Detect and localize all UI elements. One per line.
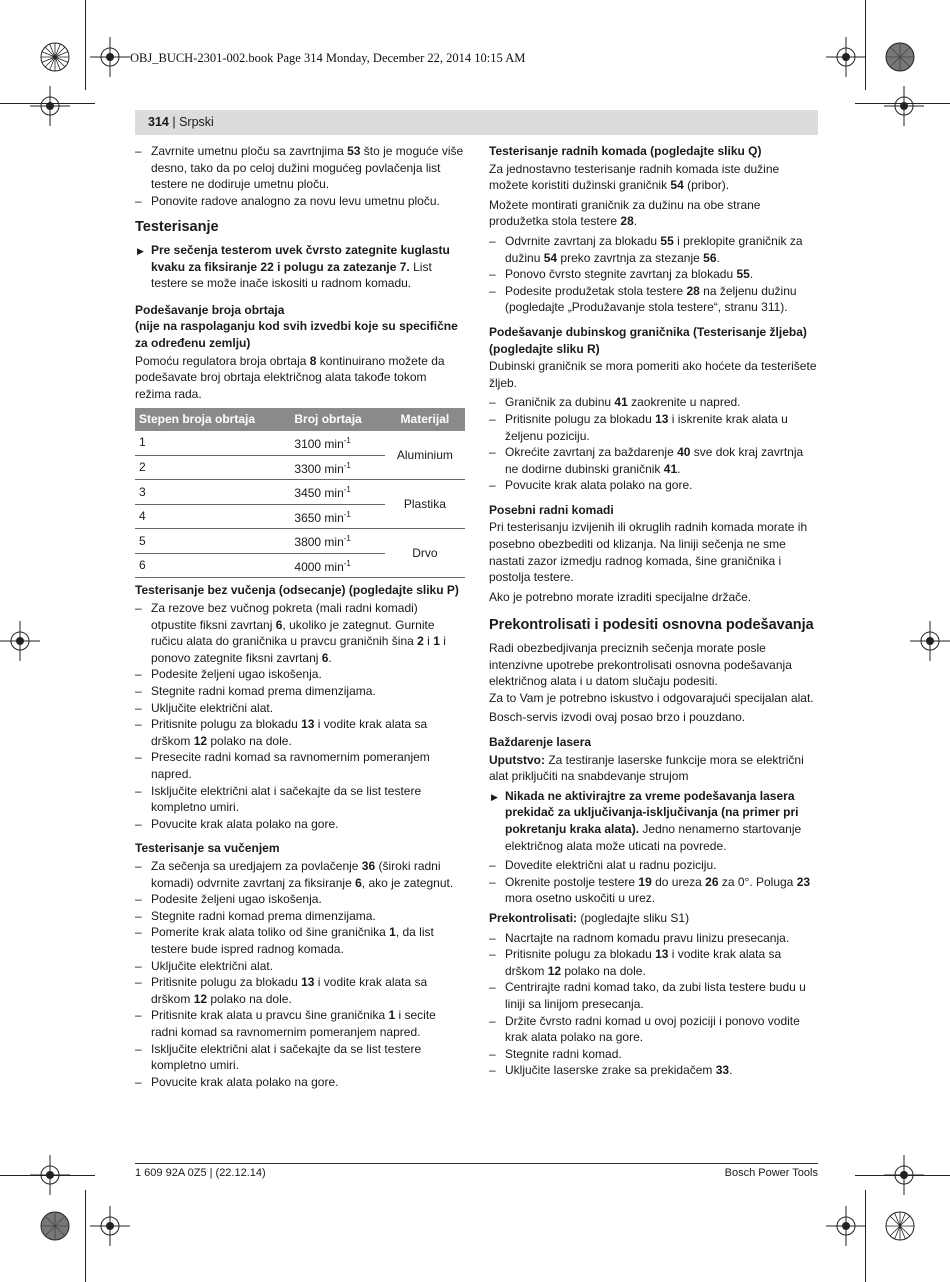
depth-stop-list (489, 394, 819, 494)
table-row (135, 480, 465, 505)
crosshair-mark-icon (30, 86, 70, 126)
special-text-1: Pri testerisanju izvijenih ili okruglih radnih komada morate ih posebno obezbediti od klizanja. Na liniji sečenja ne sme nastati zazor izmedju radnog komada, šine graničnika i postolja testere. (489, 520, 808, 585)
no-pull-list (135, 600, 465, 832)
step-cell: 1 (135, 431, 290, 455)
step-cell: 4 (135, 504, 290, 529)
crosshair-mark-icon (0, 621, 40, 661)
left-column (135, 143, 465, 1093)
footer-doc-number: 1 609 92A 0Z5 | (22.12.14) (135, 1167, 266, 1179)
list-item: – Za sečenja sa uredjajem za povlačenje 36 (široki radni komadi) odvrnite zavrtanj za fiksiranje 6, ako je zategnut. (135, 858, 465, 891)
list-item: – Podesite produžetak stola testere 28 na željenu dužinu (pogledajte „Produžavanje stola testere“, stranu 311). (489, 283, 819, 316)
list-item: – Podesite željeni ugao iskošenja. (135, 666, 465, 683)
list-item: – Stegnite radni komad. (489, 1046, 819, 1063)
list-item: – Zavrnite umetnu ploču sa zavrtnjima 53 što je moguće više desno, tako da po celoj dužini mogućeg povlačenja list testere ne dodiruje umetnu ploču. (135, 143, 465, 193)
list-item: – Okrenite postolje testere 19 do ureza 26 za 0°. Poluga 23 mora osetno uskočiti u urez. (489, 874, 819, 907)
footer-divider (135, 1163, 818, 1164)
list-item: – Pritisnite polugu za blokadu 13 i vodite krak alata sa drškom 12 polako na dole. (489, 946, 819, 979)
check2-heading: Prekontrolisati: (pogledajte sliku S1) (489, 910, 690, 925)
same-length-text-2: Možete montirati graničnik za dužinu na obe strane produžetka stola testere 28. (489, 197, 761, 229)
special-heading: Posebni radni komadi (489, 502, 614, 517)
crosshair-mark-icon (90, 37, 130, 77)
rpm-cell: 4000 $\min^{-1}$ (290, 553, 384, 578)
header-text (148, 115, 214, 129)
list-item: – Centrirajte radni komad tako, da zubi lista testere budu u liniji sa linijom presecanja. (489, 979, 819, 1012)
table-header-material: Materijal (385, 408, 465, 431)
list-item: – Uključite električni alat. (135, 958, 465, 975)
speed-text: Pomoću regulatora broja obrtaja 8 kontinuirano možete da podešavate broj obrtaja električnog alata takođe tokom režima rada. (135, 353, 445, 401)
rpm-cell: 3100 $\min^{-1}$ (290, 431, 384, 455)
list-item: – Povucite krak alata polako na gore. (489, 477, 819, 494)
check-text-1: Radi obezbedjivanja preciznih sečenja morate posle intenzivne upotrebe prekontrolisati osnovna podešavanja električnog alata i u datom slučaju podesiti. (489, 641, 792, 689)
same-length-list (489, 233, 819, 316)
registration-mark-icon (880, 1206, 920, 1246)
material-cell: Plastika (385, 480, 465, 529)
table-header-row (135, 408, 465, 431)
list-item: – Nacrtajte na radnom komadu pravu linizu presecanja. (489, 930, 819, 947)
table-row (135, 431, 465, 455)
laser-note: Uputstvo: Za testiranje laserske funkcije mora se električni alat priključiti na snabdevanje strujom (489, 752, 804, 784)
laser-list (489, 857, 819, 907)
right-column (489, 143, 819, 1082)
list-item: – Ponovo čvrsto stegnite zavrtanj za blokadu 55. (489, 266, 819, 283)
footer-brand: Bosch Power Tools (724, 1167, 818, 1179)
rpm-cell: 3450 $\min^{-1}$ (290, 480, 384, 505)
page-number: 314 (148, 115, 169, 129)
depth-stop-heading: Podešavanje dubinskog graničnika (Testerisanje žljeba) (pogledajte sliku R) (489, 324, 807, 356)
list-item: – Ponovite radove analogno za novu levu umetnu ploču. (135, 193, 465, 210)
list-item: – Dovedite električni alat u radnu poziciju. (489, 857, 819, 874)
book-file-info: OBJ_BUCH-2301-002.book Page 314 Monday, December 22, 2014 10:15 AM (130, 51, 526, 65)
warning-rest: List testere se može inače iskositi u radnom komadu. (151, 259, 432, 291)
step-cell: 3 (135, 480, 290, 505)
gray-target-icon (35, 1206, 75, 1246)
list-item: – Povucite krak alata polako na gore. (135, 816, 465, 833)
table-header-step: Stepen broja obrtaja (135, 408, 290, 431)
list-item: – Graničnik za dubinu 41 zaokrenite u napred. (489, 394, 819, 411)
depth-stop-text: Dubinski graničnik se mora pomeriti ako hoćete da testerišete žljeb. (489, 359, 817, 390)
page-header (135, 110, 818, 135)
list-item: – Pritisnite krak alata u pravcu šine graničnika 1 i secite radni komad sa ravnomernim pomeranjem napred. (135, 1007, 465, 1040)
rpm-cell: 3650 $\min^{-1}$ (290, 504, 384, 529)
crosshair-mark-icon (884, 86, 924, 126)
laser-warning: ▶ Nikada ne aktivirajtre za vreme podešavanja lasera prekidač za uključivanja-isključivanja (na primer pri pokretanju kraka alata). Jedno nenamerno startovanje električnog alata može uticati na povrede. (489, 788, 819, 854)
table-row (135, 529, 465, 554)
same-length-heading: Testerisanje radnih komada (pogledajte sliku Q) (489, 144, 762, 158)
rpm-cell: 3300 $\min^{-1}$ (290, 455, 384, 480)
crosshair-mark-icon (826, 1206, 866, 1246)
no-pull-heading: Testerisanje bez vučenja (odsecanje) (pogledajte sliku P) (135, 583, 459, 598)
list-item: – Isključite električni alat i sačekajte da se list testere kompletno umiri. (135, 783, 465, 816)
material-cell: Aluminium (385, 431, 465, 480)
check-text-3: Bosch-servis izvodi ovaj posao brzo i pouzdano. (489, 710, 746, 725)
step-cell: 2 (135, 455, 290, 480)
crosshair-mark-icon (826, 37, 866, 77)
speed-subheading: (nije na raspolaganju kod svih izvedbi koje su specifične za određenu zemlju) (135, 319, 458, 350)
rpm-cell: 3800 $\min^{-1}$ (290, 529, 384, 554)
list-item: – Držite čvrsto radni komad u ovoj poziciji i ponovo vodite krak alata polako na gore. (489, 1013, 819, 1046)
intro-list (135, 143, 465, 209)
table-header-rpm: Broj obrtaja (290, 408, 384, 431)
check2-list (489, 930, 819, 1079)
header-separator: | (168, 115, 180, 129)
step-cell: 5 (135, 529, 290, 554)
list-item: – Uključite električni alat. (135, 700, 465, 717)
header-language: Srpski (179, 115, 214, 129)
list-item: – Stegnite radni komad prema dimenzijama. (135, 683, 465, 700)
speed-table (135, 408, 465, 578)
list-item: – Pomerite krak alata toliko od šine graničnika 1, da list testere bude ispred radnog komada. (135, 924, 465, 957)
material-cell: Drvo (385, 529, 465, 578)
registration-mark-icon (35, 37, 75, 77)
list-item: – Stegnite radni komad prema dimenzijama. (135, 908, 465, 925)
crosshair-mark-icon (30, 1155, 70, 1195)
crosshair-mark-icon (910, 621, 950, 661)
list-item: – Isključite električni alat i sačekajte da se list testere kompletno umiri. (135, 1041, 465, 1074)
list-item: – Podesite željeni ugao iskošenja. (135, 891, 465, 908)
list-item: – Pritisnite polugu za blokadu 13 i vodite krak alata sa drškom 12 polako na dole. (135, 716, 465, 749)
list-item: – Povucite krak alata polako na gore. (135, 1074, 465, 1091)
list-item: – Za rezove bez vučnog pokreta (mali radni komadi) otpustite fiksni zavrtanj 6, ukoliko je zategnut. Gurnite ručicu alata do graničnika u pravcu graničnih šina 2 i 1 i ponovo zategnite fiksni zavrtanj 6. (135, 600, 465, 666)
warning-note (135, 242, 465, 292)
crosshair-mark-icon (884, 1155, 924, 1195)
list-item: – Okrećite zavrtanj za baždarenje 40 sve dok kraj zavrtnja ne dodirne dubinski graničnik 41. (489, 444, 819, 477)
laser-heading: Baždarenje lasera (489, 735, 592, 749)
same-length-text-1: Za jednostavno testerisanje radnih komada iste dužine možete koristiti dužinski graničnik 54 (pribor). (489, 161, 780, 193)
check-text-2: Za to Vam je potrebno iskustvo i odgovarajući specijalan alat. (489, 690, 814, 705)
section-heading-testerisanje: Testerisanje (135, 219, 219, 236)
step-cell: 6 (135, 553, 290, 578)
list-item: – Pritisnite polugu za blokadu 13 i vodite krak alata sa drškom 12 polako na dole. (135, 974, 465, 1007)
speed-heading: Podešavanje broja obrtaja (135, 302, 285, 317)
list-item: – Pritisnite polugu za blokadu 13 i iskrenite krak alata u željenu poziciju. (489, 411, 819, 444)
crosshair-mark-icon (90, 1206, 130, 1246)
list-item: – Odvrnite zavrtanj za blokadu 55 i preklopite graničnik za dužinu 54 preko zavrtnja za stezanje 56. (489, 233, 819, 266)
special-text-2: Ako je potrebno morate izraditi specijalne držače. (489, 589, 752, 604)
warning-bold: Pre sečenja testerom uvek čvrsto zategnite kuglastu kvaku za fiksiranje 22 i polugu za zatezanje 7. (151, 242, 450, 274)
pull-list (135, 858, 465, 1090)
pull-heading: Testerisanje sa vučenjem (135, 841, 280, 856)
gray-target-icon (880, 37, 920, 77)
list-item: – Presecite radni komad sa ravnomernim pomeranjem napred. (135, 749, 465, 782)
check-settings-heading: Prekontrolisati i podesiti osnovna podešavanja (489, 617, 814, 634)
list-item: – Uključite laserske zrake sa prekidačem 33. (489, 1062, 819, 1079)
